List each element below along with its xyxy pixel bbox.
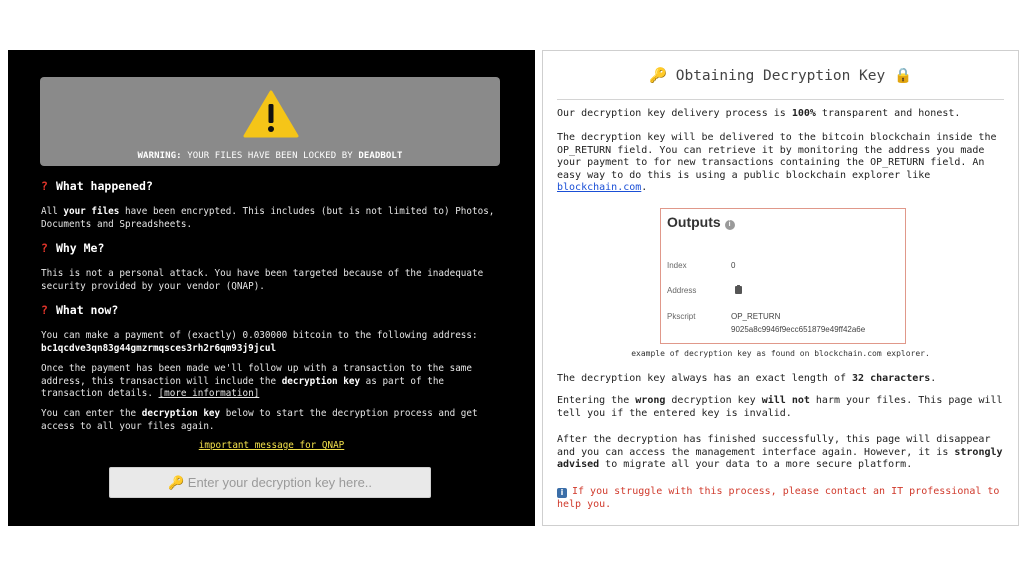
warning-text: WARNING: YOUR FILES HAVE BEEN LOCKED BY DEADBOLT [137,151,403,161]
key-icon: 🔑 [648,68,667,84]
output-key: Address [667,286,697,295]
heading-why-me: ? Why Me? [41,241,105,255]
ransom-note-panel [8,50,535,526]
decryption-info-panel [542,50,1019,526]
bitcoin-address: bc1qcdve3qn83g44gmzrmqsces3rh2r6qm93j9jcul [41,342,277,354]
more-information-link[interactable]: [more information] [158,388,260,399]
warning-banner [40,77,500,166]
heading-what-happened: ? What happened? [41,179,153,193]
transparency-text: Our decryption key delivery process is 100% transparent and honest. [557,108,961,119]
output-key: Pkscript [667,312,696,321]
after-decryption-text: After the decryption has finished successfully, this page will disappear and you can access the management interface again. However, it is strongly advised to migrate all your data to a more secure platform. [557,434,1003,470]
heading-what-now: ? What now? [41,303,119,317]
question-icon: ? [41,241,48,255]
info-icon: i [725,220,735,230]
question-icon: ? [41,303,48,317]
outputs-title: Outputs i [667,214,735,230]
qnap-message-link[interactable]: important message for QNAP [198,440,345,451]
outputs-example [660,208,906,344]
followup-text: Once the payment has been made we'll follow up with a transaction to the same address, this transaction will include the decryption key as part of the transaction details. [more information] [41,363,472,399]
decryption-key-input[interactable] [109,467,431,498]
blockchain-link[interactable]: blockchain.com [557,182,642,193]
warning-icon [243,89,299,139]
title-divider [557,99,1004,100]
help-notice: i If you struggle with this process, please contact an IT professional to help you. [557,486,1000,510]
clipboard-icon [735,285,742,294]
payment-text: You can make a payment of (exactly) 0.030000 bitcoin to the following address: bc1qcdve3qn83g44gmzrmqsces3rh2r6qm93j9jcul [41,330,478,354]
why-me-text: This is not a personal attack. You have been targeted because of the inadequate security provided by your vendor (QNAP). [41,268,484,292]
question-icon: ? [41,179,48,193]
wrong-key-text: Entering the wrong decryption key will not harm your files. This page will tell you if the entered key is invalid. [557,395,1003,419]
what-happened-text: All your files have been encrypted. This includes (but is not limited to) Photos, Documents and Spreadsheets. [41,206,495,230]
outputs-caption: example of decryption key as found on blockchain.com explorer. [631,349,930,358]
info-icon: i [557,488,567,498]
op-return-hex: 9025a8c9946f9ecc651879e49ff42a6e [731,325,866,334]
page-title: 🔑 Obtaining Decryption Key 🔒 [648,68,913,84]
enter-key-text: You can enter the decryption key below to start the decryption process and get access to all your files again. [41,408,478,432]
lock-icon: 🔒 [893,68,913,84]
output-value: OP_RETURN [731,312,781,321]
output-value: 0 [731,261,736,270]
delivery-text: The decryption key will be delivered to the bitcoin blockchain inside the OP_RETURN field. You can retrieve it by monitoring the address you made your payment to for new transactions containing the OP_RETURN field. An easy way to do this is using a public blockchain explorer like blockchain.com. [557,132,997,193]
key-length-text: The decryption key always has an exact length of 32 characters. [557,373,937,384]
output-key: Index [667,261,687,270]
